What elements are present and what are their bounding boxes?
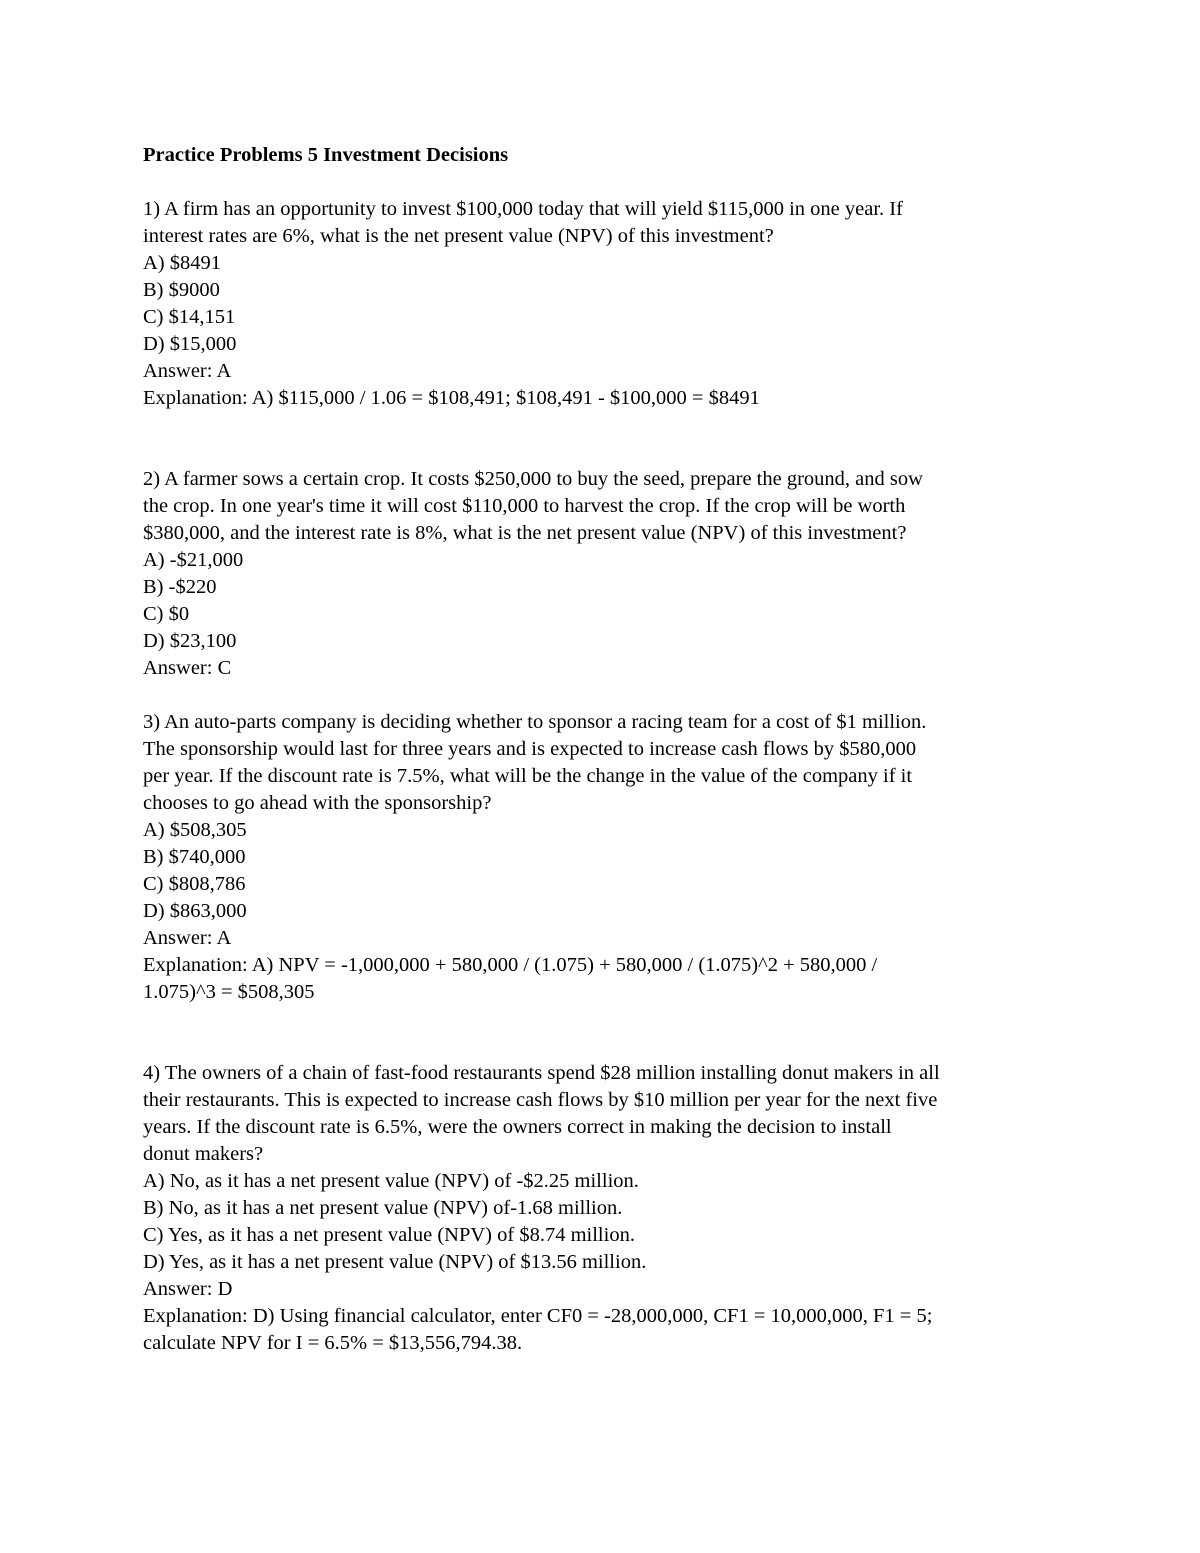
- answer-option-c: C) $808,786: [143, 873, 246, 895]
- question-text-line: 3) An auto-parts company is deciding whether to sponsor a racing team for a cost of $1 million.: [143, 711, 927, 733]
- answer-option-b: B) -$220: [143, 576, 217, 598]
- question-text-line: $380,000, and the interest rate is 8%, what is the net present value (NPV) of this investment?: [143, 522, 907, 544]
- question-text-line: 1) A firm has an opportunity to invest $100,000 today that will yield $115,000 in one year. If: [143, 198, 903, 220]
- answer-option-d: D) $863,000: [143, 900, 247, 922]
- answer-key: Answer: A: [143, 360, 232, 382]
- question-text-line: 4) The owners of a chain of fast-food restaurants spend $28 million installing donut makers in all: [143, 1062, 940, 1084]
- explanation-line: Explanation: A) $115,000 / 1.06 = $108,491; $108,491 - $100,000 = $8491: [143, 387, 760, 409]
- answer-option-a: A) $508,305: [143, 819, 247, 841]
- document-content: [143, 142, 1073, 1357]
- answer-option-d: D) Yes, as it has a net present value (NPV) of $13.56 million.: [143, 1251, 647, 1273]
- answer-option-b: B) $9000: [143, 279, 220, 301]
- question-3: [143, 709, 1073, 1006]
- question-text-line: 2) A farmer sows a certain crop. It costs $250,000 to buy the seed, prepare the ground, and sow: [143, 468, 923, 490]
- question-text-line: per year. If the discount rate is 7.5%, what will be the change in the value of the company if it: [143, 765, 913, 787]
- answer-option-c: C) Yes, as it has a net present value (NPV) of $8.74 million.: [143, 1224, 635, 1246]
- answer-option-d: D) $23,100: [143, 630, 237, 652]
- explanation-line: Explanation: D) Using financial calculator, enter CF0 = -28,000,000, CF1 = 10,000,000, F1 = 5;: [143, 1305, 933, 1327]
- question-text-line: the crop. In one year's time it will cost $110,000 to harvest the crop. If the crop will be worth: [143, 495, 906, 517]
- question-text-line: interest rates are 6%, what is the net present value (NPV) of this investment?: [143, 225, 774, 247]
- answer-option-a: A) $8491: [143, 252, 222, 274]
- question-1: [143, 196, 1073, 412]
- answer-option-a: A) No, as it has a net present value (NPV) of -$2.25 million.: [143, 1170, 639, 1192]
- question-2: [143, 466, 1073, 682]
- page-title: Practice Problems 5 Investment Decisions: [143, 144, 509, 166]
- question-text-line: years. If the discount rate is 6.5%, were the owners correct in making the decision to install: [143, 1116, 892, 1138]
- explanation-line: Explanation: A) NPV = -1,000,000 + 580,000 / (1.075) + 580,000 / (1.075)^2 + 580,000 /: [143, 954, 878, 976]
- explanation-line: 1.075)^3 = $508,305: [143, 981, 315, 1003]
- question-4: [143, 1060, 1073, 1357]
- answer-key: Answer: C: [143, 657, 232, 679]
- spacer: [143, 412, 1073, 466]
- answer-option-a: A) -$21,000: [143, 549, 244, 571]
- answer-option-d: D) $15,000: [143, 333, 237, 355]
- answer-option-b: B) $740,000: [143, 846, 246, 868]
- answer-key: Answer: A: [143, 927, 232, 949]
- explanation-line: calculate NPV for I = 6.5% = $13,556,794.38.: [143, 1332, 523, 1354]
- question-text-line: donut makers?: [143, 1143, 264, 1165]
- question-text-line: their restaurants. This is expected to increase cash flows by $10 million per year for the next five: [143, 1089, 938, 1111]
- question-text-line: The sponsorship would last for three years and is expected to increase cash flows by $580,000: [143, 738, 917, 760]
- answer-key: Answer: D: [143, 1278, 233, 1300]
- answer-option-b: B) No, as it has a net present value (NPV) of-1.68 million.: [143, 1197, 623, 1219]
- question-text-line: chooses to go ahead with the sponsorship?: [143, 792, 492, 814]
- answer-option-c: C) $14,151: [143, 306, 236, 328]
- spacer: [143, 682, 1073, 709]
- spacer: [143, 1006, 1073, 1060]
- answer-option-c: C) $0: [143, 603, 190, 625]
